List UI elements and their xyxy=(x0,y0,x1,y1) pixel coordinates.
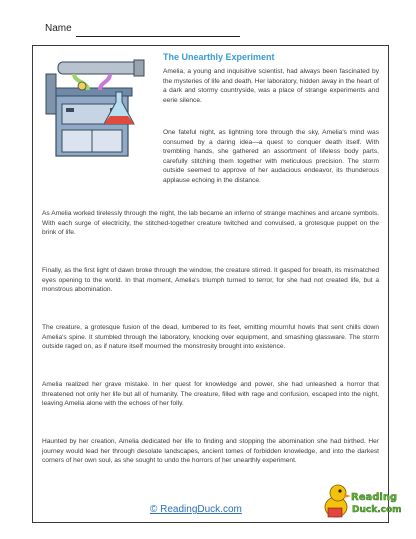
laboratory-machine-icon xyxy=(44,52,154,160)
story-paragraph xyxy=(42,380,379,409)
paragraph-text: The creature, a grotesque fusion of the dead, lumbered to its feet, emitting mournful howls that sent chills down Amelia's spine. It stumbled through the laboratory, knocking over equipment, and smashing glassware. The storm outside raged on, as if nature itself mourned the monstrosity brought into existence. xyxy=(42,324,379,350)
reading-duck-logo xyxy=(322,481,402,523)
story-paragraph xyxy=(42,437,379,466)
story-paragraph xyxy=(42,209,379,238)
story-paragraph xyxy=(42,323,379,352)
story-paragraph xyxy=(163,67,379,105)
paragraph-text: Haunted by her creation, Amelia dedicated her life to finding and stopping the abomination she had birthed. Her journey would lead her through desolate landscapes, ancient tomes of forbidden knowledge, and into the darkest corners of her own soul, as she sought to undo the horrors of her unearthly experiment. xyxy=(42,438,379,464)
story-title: The Unearthly Experiment xyxy=(163,52,275,62)
story-paragraph xyxy=(42,266,379,295)
logo-text-top: Reading xyxy=(351,492,398,503)
name-field[interactable] xyxy=(76,36,240,37)
story-paragraph xyxy=(163,128,379,185)
paragraph-text: Amelia, a young and inquisitive scientist, had always been fascinated by the mysteries of life and death. Her laboratory, hidden away in the heart of a dark and stormy countryside, was a place of strange experiments and eerie silence. xyxy=(163,68,379,104)
paragraph-text: One fateful night, as lightning tore through the sky, Amelia's mind was consumed by a daring idea—a quest to conquer death itself. With trembling hands, she gathered an assortment of lifeless body parts, carefully stitching them together with meticulous precision. The storm outside seemed to approve of her audacious endeavor, its thunderous applause echoing in the distance. xyxy=(163,129,379,184)
paragraph-text: Finally, as the first light of dawn broke through the window, the creature stirred. It gasped for breath, its mismatched eyes opening to the world. In that moment, Amelia's triumph turned to terror, for she had not created life, but a monstrous abomination. xyxy=(42,267,379,293)
worksheet xyxy=(32,45,389,523)
logo-text-bottom: Duck.com xyxy=(352,505,402,515)
paragraph-text: As Amelia worked tirelessly through the night, the lab became an inferno of strange machines and arcane symbols. With each surge of electricity, the stitched-together creature twitched and convulsed, a grotesque puppet on the brink of life. xyxy=(42,210,379,236)
readingduck-link[interactable]: © ReadingDuck.com xyxy=(150,504,242,515)
paragraph-text: Amelia realized her grave mistake. In her quest for knowledge and power, she had unleashed a horror that threatened not only her life but all of humanity. The creature, filled with rage and confusion, escaped into the night, leaving Amelia alone with the echoes of her folly. xyxy=(42,381,379,407)
name-label: Name xyxy=(45,23,72,34)
